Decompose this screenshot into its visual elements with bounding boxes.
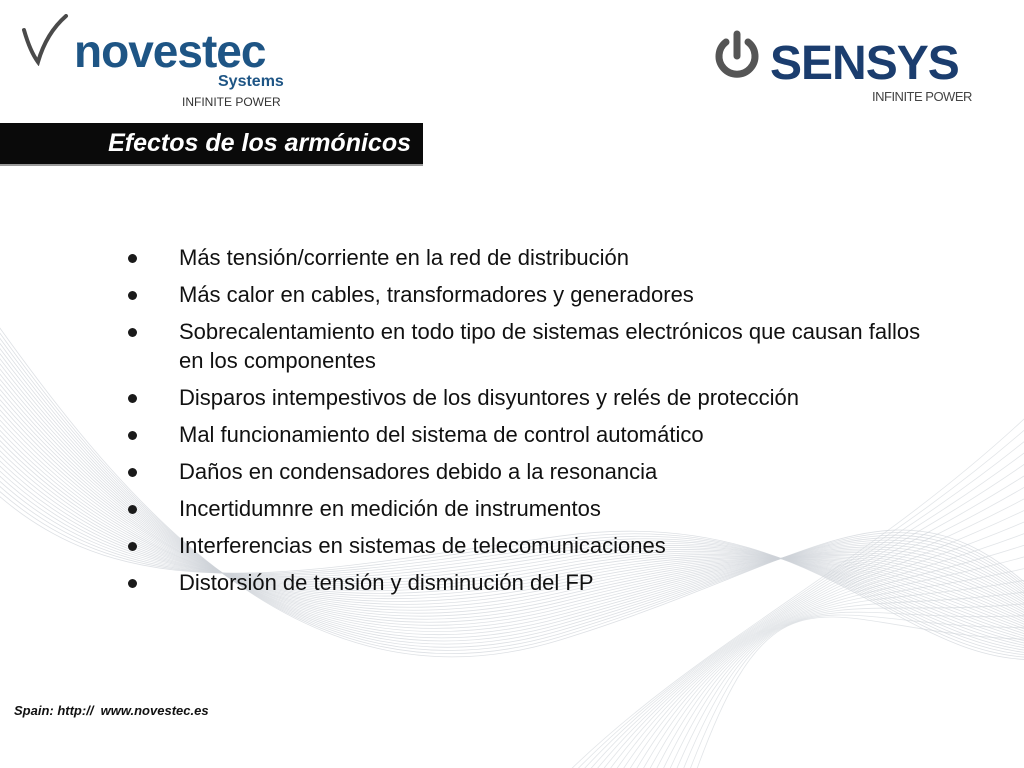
bullet-text: Incertidumnre en medición de instrumentos xyxy=(179,496,601,521)
sensys-logo-tagline: INFINITE POWER xyxy=(872,89,972,104)
slide-title: Efectos de los armónicos xyxy=(108,129,411,157)
bullet-text: Más calor en cables, transformadores y generadores xyxy=(179,282,694,307)
novestec-logo xyxy=(16,10,316,115)
bullet-item xyxy=(126,568,926,597)
power-icon xyxy=(712,30,762,82)
bullet-item xyxy=(126,383,926,412)
novestec-logo-tagline: INFINITE POWER xyxy=(182,95,281,109)
bullet-text: Más tensión/corriente en la red de distribución xyxy=(179,245,630,270)
bullet-item xyxy=(126,457,926,486)
bullet-dot xyxy=(128,579,137,588)
novestec-logo-name: novestec xyxy=(74,25,266,77)
bullet-text: Sobrecalentamiento en todo tipo de sistemas electrónicos que causan fallos en los componentes xyxy=(179,319,921,373)
sensys-logo-name: SENSYS xyxy=(770,37,959,90)
bullet-text: Disparos intempestivos de los disyuntores y relés de protección xyxy=(179,385,799,410)
novestec-logo-sub: Systems xyxy=(218,73,284,90)
bullet-dot xyxy=(128,291,137,300)
bullet-dot xyxy=(128,468,137,477)
bullet-dot xyxy=(128,542,137,551)
bullet-text: Distorsión de tensión y disminución del FP xyxy=(179,570,594,595)
bullet-item xyxy=(126,420,926,449)
footer-website: Spain: http:// www.novestec.es xyxy=(14,703,209,718)
sensys-logo xyxy=(712,26,1002,116)
bullet-dot xyxy=(128,505,137,514)
bullet-dot xyxy=(128,431,137,440)
title-bar xyxy=(0,123,423,166)
bullet-text: Mal funcionamiento del sistema de control automático xyxy=(179,422,704,447)
bullet-dot xyxy=(128,254,137,263)
bullet-list xyxy=(126,243,926,605)
bullet-item xyxy=(126,280,926,309)
bullet-item xyxy=(126,494,926,523)
bullet-dot xyxy=(128,328,137,337)
bullet-item xyxy=(126,243,926,272)
bullet-text: Interferencias en sistemas de telecomunicaciones xyxy=(179,533,666,558)
bullet-dot xyxy=(128,394,137,403)
bullet-text: Daños en condensadores debido a la resonancia xyxy=(179,459,658,484)
bullet-item xyxy=(126,531,926,560)
bullet-item xyxy=(126,317,926,375)
wave-check-icon xyxy=(20,14,70,66)
